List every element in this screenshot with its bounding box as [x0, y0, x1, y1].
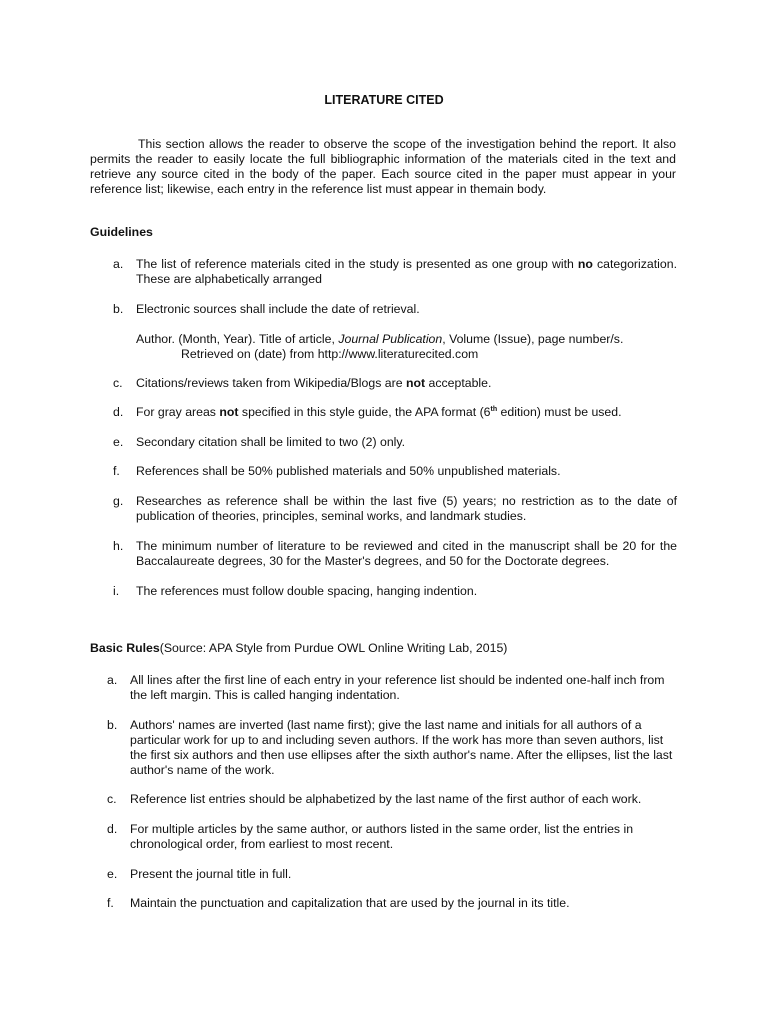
list-marker: b. [107, 718, 118, 732]
citation-journal: Journal Publication [338, 332, 443, 346]
emphasis-text: no [577, 257, 593, 271]
citation-text: Author. (Month, Year). Title of article, [136, 332, 339, 346]
list-marker: c. [107, 792, 117, 806]
list-marker: i. [113, 584, 120, 598]
guideline-text: Electronic sources shall include the date of retrieval. [136, 302, 420, 316]
basic-rule-item-c [90, 792, 677, 807]
guideline-item-f [90, 464, 677, 479]
basic-rule-item-b [90, 718, 677, 778]
superscript: th [490, 406, 498, 413]
rule-text: Authors' names are inverted (last name first); give the last name and initials for all authors of a particular work for up to and including seven authors. If the work has more than seven authors, list the first six authors and then use ellipses after the sixth author's name. After the ellipses, list the last author's name of the work. [130, 718, 673, 777]
guideline-text: References shall be 50% published materials and 50% unpublished materials. [136, 464, 561, 478]
basic-rule-item-f [90, 896, 677, 911]
list-marker: c. [113, 376, 123, 390]
guideline-item-d [90, 405, 677, 420]
emphasis-text: not [405, 376, 426, 390]
list-marker: a. [113, 257, 124, 271]
guideline-item-g [90, 494, 677, 524]
heading-source: (Source: APA Style from Purdue OWL Online Writing Lab, 2015) [159, 641, 508, 655]
list-marker: d. [107, 822, 118, 836]
citation-format-example [136, 332, 677, 362]
list-marker: g. [113, 494, 124, 508]
guideline-item-e [90, 435, 677, 450]
intro-paragraph [90, 137, 676, 197]
citation-text: , Volume (Issue), page number/s. [442, 332, 624, 346]
list-marker: e. [107, 867, 118, 881]
text-run: acceptable. [425, 376, 492, 390]
list-marker: f. [113, 464, 120, 478]
rule-text: All lines after the first line of each entry in your reference list should be indented one-half inch from the left margin. This is called hanging indentation. [130, 673, 665, 702]
basic-rule-item-d [90, 822, 677, 852]
guideline-item-b [90, 302, 677, 317]
guideline-text: Secondary citation shall be limited to two (2) only. [136, 435, 406, 449]
list-marker: a. [107, 673, 118, 687]
text-run: categorization. These are alphabetically arranged [136, 257, 677, 286]
rule-text: Present the journal title in full. [130, 867, 292, 881]
text-run: The list of reference materials cited in the study is presented as one group with [136, 257, 578, 271]
emphasis-text: not [219, 405, 239, 419]
guideline-text: The minimum number of literature to be reviewed and cited in the manuscript shall be 20 for the Baccalaureate degrees, 30 for the Master's degrees, and 50 for the Doctorate degrees. [136, 539, 677, 568]
heading-text: Basic Rules [90, 641, 160, 655]
list-marker: e. [113, 435, 124, 449]
rule-text: For multiple articles by the same author, or authors listed in the same order, list the entries in chronological order, from earliest to most recent. [130, 822, 634, 851]
list-marker: b. [113, 302, 124, 316]
intro-text: This section allows the reader to observe the scope of the investigation behind the report. It also permits the reader to easily locate the full bibliographic information of the materials cited in the text and retrieve any source cited in the body of the paper. Each source cited in the paper must appear in your reference list; likewise, each entry in the reference list must appear in themain body. [90, 137, 676, 196]
guideline-text [136, 405, 677, 420]
text-run: For gray areas [136, 405, 220, 419]
list-marker: f. [107, 896, 114, 910]
guideline-text: Researches as reference shall be within the last five (5) years; no restriction as to the date of publication of theories, principles, seminal works, and landmark studies. [136, 494, 677, 523]
guideline-item-h [90, 539, 677, 569]
rule-text: Reference list entries should be alphabetized by the last name of the first author of each work. [130, 792, 642, 806]
text-run: edition) must be used. [497, 405, 622, 419]
basic-rule-item-a [90, 673, 677, 703]
guideline-item-c [90, 376, 677, 391]
citation-retrieval-line: Retrieved on (date) from http://www.literaturecited.com [181, 347, 479, 361]
page-title: LITERATURE CITED [324, 93, 444, 107]
guideline-item-i [90, 584, 677, 599]
guideline-text [136, 257, 677, 287]
rule-text: Maintain the punctuation and capitalization that are used by the journal in its title. [130, 896, 570, 910]
text-run: Citations/reviews taken from Wikipedia/Blogs are [136, 376, 406, 390]
basic-rules-heading [90, 641, 507, 656]
text-run: specified in this style guide, the APA format (6 [238, 405, 491, 419]
guideline-text: The references must follow double spacing, hanging indention. [136, 584, 478, 598]
basic-rule-item-e [90, 867, 677, 882]
list-marker: h. [113, 539, 124, 553]
guideline-item-a [90, 257, 677, 287]
list-marker: d. [113, 405, 124, 419]
guideline-text [136, 376, 677, 391]
guidelines-heading: Guidelines [90, 225, 153, 239]
